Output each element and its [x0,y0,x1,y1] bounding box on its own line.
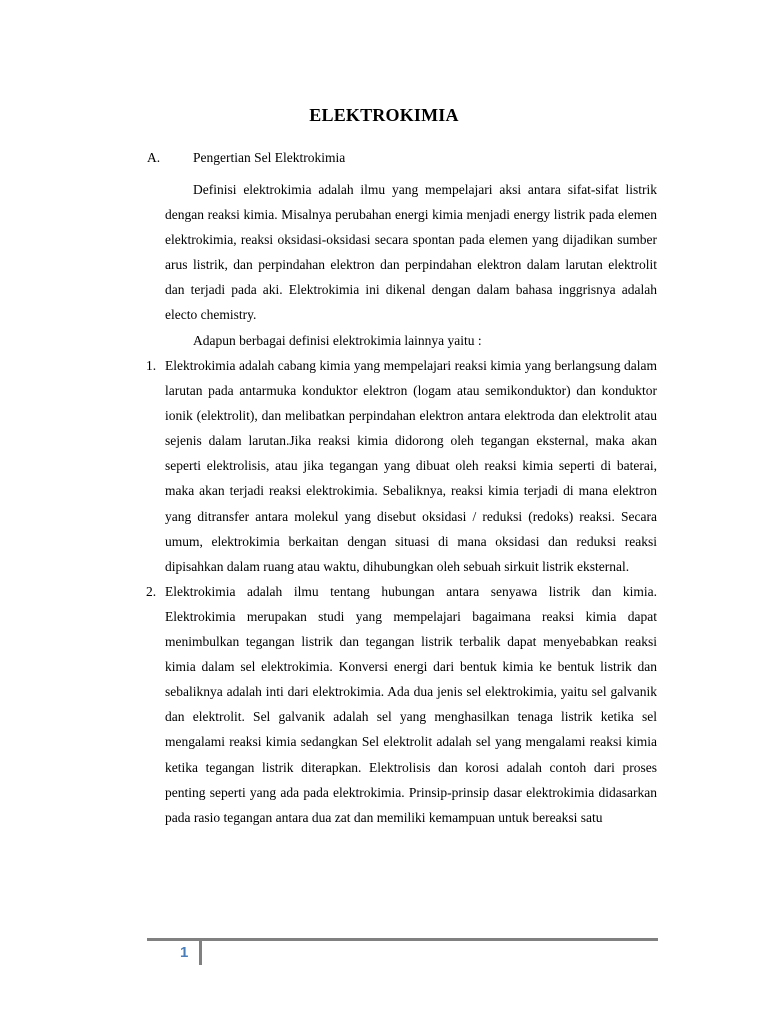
definition-paragraph: Definisi elektrokimia adalah ilmu yang mempelajari aksi antara sifat-sifat listrik dengan reaksi kimia. Misalnya perubahan energi kimia menjadi energy listrik pada elemen elektrokimia, reaksi oksidasi-oksidasi secara spontan pada elemen yang dijadikan sumber arus listrik, dan perpindahan elektron dan perpindahan elektron dalam larutan elektrolit dan terjadi pada aki. Elektrokimia ini dikenal dengan dalam bahasa inggrisnya adalah electo chemistry. [165,182,657,323]
list-item [146,579,657,830]
list-item-number: 1. [146,358,157,373]
footer-rule [147,938,658,941]
section-letter: A. [147,150,161,165]
footer-separator [199,941,202,965]
list-item-text: Elektrokimia adalah ilmu tentang hubungan antara senyawa listrik dan kimia. Elektrokimia merupakan studi yang mempelajari bagaimana reaksi kimia dapat menimbulkan tegangan listrik dan tegangan listrik terbalik dapat menyebabkan reaksi kimia dalam sel elektrokimia. Konversi energi dari bentuk kimia ke bentuk listrik dan sebaliknya adalah inti dari elektrokimia. Ada dua jenis sel elektrokimia, yaitu sel galvanik dan elektrolit. Sel galvanik adalah sel yang menghasilkan tenaga listrik ketika sel mengalami reaksi kimia sedangkan Sel elektrolit adalah sel yang mengalami reaksi kimia ketika tegangan listrik diterapkan. Elektrolisis dan korosi adalah contoh dari proses penting seperti yang ada pada elektrokimia. Prinsip-prinsip dasar elektrokimia didasarkan pada rasio tegangan antara dua zat dan memiliki kemampuan untuk bereaksi satu [165,583,657,825]
definition-list [146,353,657,830]
list-item [146,353,657,579]
list-item-text: Elektrokimia adalah cabang kimia yang mempelajari reaksi kimia yang berlangsung dalam larutan pada antarmuka konduktor elektron (logam atau semikonduktor) dan konduktor ionik (elektrolit), dan melibatkan perpindahan elektron antara elektroda dan elektrolit atau sejenis dalam larutan.Jika reaksi kimia didorong oleh tegangan eksternal, maka akan seperti elektrolisis, atau jika tegangan yang dibuat oleh reaksi kimia seperti di baterai, maka akan terjadi reaksi elektrokimia. Sebaliknya, reaksi kimia terjadi di mana elektron yang ditransfer antara molekul yang disebut oksidasi / reduksi (redoks) reaksi. Secara umum, elektrokimia berkaitan dengan situasi di mana oksidasi dan reduksi reaksi dipisahkan dalam ruang atau waktu, dihubungkan oleh sebuah sirkuit listrik eksternal. [165,358,657,574]
section-title: Pengertian Sel Elektrokimia [193,150,346,165]
page-number: 1 [180,944,189,961]
list-item-number: 2. [146,583,157,599]
intro-list-paragraph: Adapun berbagai definisi elektrokimia lainnya yaitu : [193,333,482,348]
document-title: ELEKTROKIMIA [309,105,459,125]
